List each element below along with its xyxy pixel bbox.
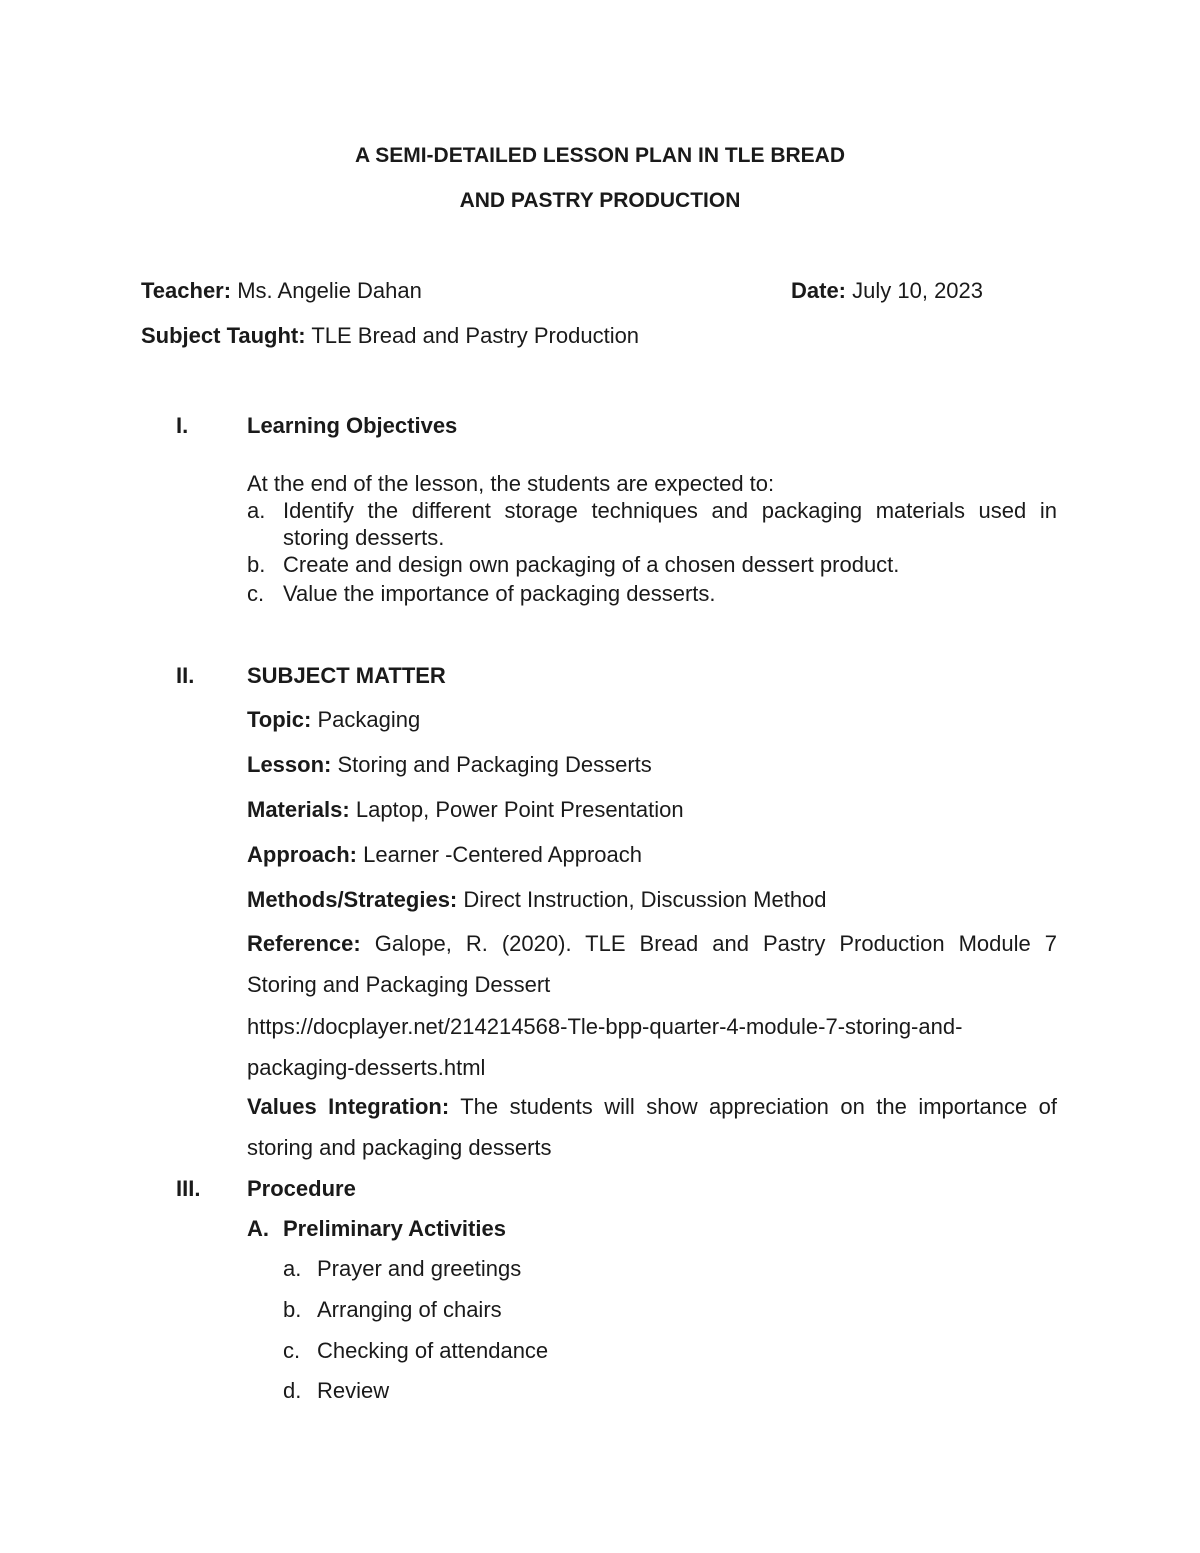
date-value: July 10, 2023 bbox=[852, 278, 984, 303]
section-3-heading: Procedure bbox=[247, 1176, 356, 1201]
subsection-a-letter: A. bbox=[247, 1216, 269, 1241]
section-3-numeral: III. bbox=[176, 1176, 201, 1201]
reference-line-2: Storing and Packaging Dessert bbox=[247, 972, 551, 997]
prelim-a-letter: a. bbox=[283, 1256, 302, 1281]
topic-line bbox=[247, 707, 420, 733]
subsection-a-heading: Preliminary Activities bbox=[283, 1216, 506, 1241]
methods-value: Direct Instruction, Discussion Method bbox=[463, 887, 827, 912]
objective-c-text: Value the importance of packaging desserts. bbox=[283, 581, 716, 606]
reference-label: Reference: bbox=[247, 931, 361, 956]
prelim-c-text: Checking of attendance bbox=[317, 1338, 549, 1363]
reference-line-1 bbox=[247, 931, 1057, 957]
lesson-line bbox=[247, 752, 652, 778]
values-line-1 bbox=[247, 1094, 1057, 1120]
reference-text: Galope, R. (2020). TLE Bread and Pastry Production Module 7 bbox=[374, 931, 1057, 956]
date-label: Date: bbox=[791, 278, 847, 303]
approach-line bbox=[247, 842, 642, 868]
objective-b-letter: b. bbox=[247, 552, 266, 577]
prelim-d-text: Review bbox=[317, 1378, 390, 1403]
objective-c-letter: c. bbox=[247, 581, 265, 606]
section-2-heading: SUBJECT MATTER bbox=[247, 663, 446, 688]
objective-a-line-2: storing desserts. bbox=[283, 525, 445, 550]
methods-line bbox=[247, 887, 827, 913]
prelim-b-letter: b. bbox=[283, 1297, 302, 1322]
topic-value: Packaging bbox=[317, 707, 421, 732]
objective-a-letter: a. bbox=[247, 498, 266, 523]
section-1-heading: Learning Objectives bbox=[247, 413, 458, 438]
subject-value: TLE Bread and Pastry Production bbox=[311, 323, 640, 348]
prelim-c-letter: c. bbox=[283, 1338, 301, 1363]
values-text: The students will show appreciation on the importance of bbox=[460, 1094, 1057, 1119]
objective-a-line-1: Identify the different storage techniques and packaging materials used in bbox=[283, 498, 1057, 523]
section-2-numeral: II. bbox=[176, 663, 195, 688]
approach-label: Approach: bbox=[247, 842, 357, 867]
lesson-label: Lesson: bbox=[247, 752, 332, 777]
teacher-label: Teacher: bbox=[141, 278, 232, 303]
date-line bbox=[791, 278, 983, 304]
topic-label: Topic: bbox=[247, 707, 312, 732]
teacher-value: Ms. Angelie Dahan bbox=[237, 278, 422, 303]
materials-label: Materials: bbox=[247, 797, 350, 822]
materials-line bbox=[247, 797, 684, 823]
subject-label: Subject Taught: bbox=[141, 323, 306, 348]
lesson-value: Storing and Packaging Desserts bbox=[337, 752, 652, 777]
materials-value: Laptop, Power Point Presentation bbox=[355, 797, 684, 822]
prelim-a-text: Prayer and greetings bbox=[317, 1256, 522, 1281]
teacher-line bbox=[141, 278, 422, 304]
reference-url-2: packaging-desserts.html bbox=[247, 1055, 486, 1080]
title-line-2: AND PASTRY PRODUCTION bbox=[459, 189, 741, 212]
prelim-b-text: Arranging of chairs bbox=[317, 1297, 502, 1322]
subject-line bbox=[141, 323, 639, 349]
title-line-1: A SEMI-DETAILED LESSON PLAN IN TLE BREAD bbox=[354, 144, 845, 167]
approach-value: Learner -Centered Approach bbox=[363, 842, 642, 867]
prelim-d-letter: d. bbox=[283, 1378, 302, 1403]
section-1-numeral: I. bbox=[176, 413, 189, 438]
methods-label: Methods/Strategies: bbox=[247, 887, 458, 912]
values-label: Values Integration: bbox=[247, 1094, 450, 1119]
reference-url-1: https://docplayer.net/214214568-Tle-bpp-quarter-4-module-7-storing-and- bbox=[247, 1014, 963, 1039]
objectives-intro: At the end of the lesson, the students are expected to: bbox=[247, 471, 775, 496]
objective-b-text: Create and design own packaging of a chosen dessert product. bbox=[283, 552, 900, 577]
values-line-2: storing and packaging desserts bbox=[247, 1135, 552, 1160]
